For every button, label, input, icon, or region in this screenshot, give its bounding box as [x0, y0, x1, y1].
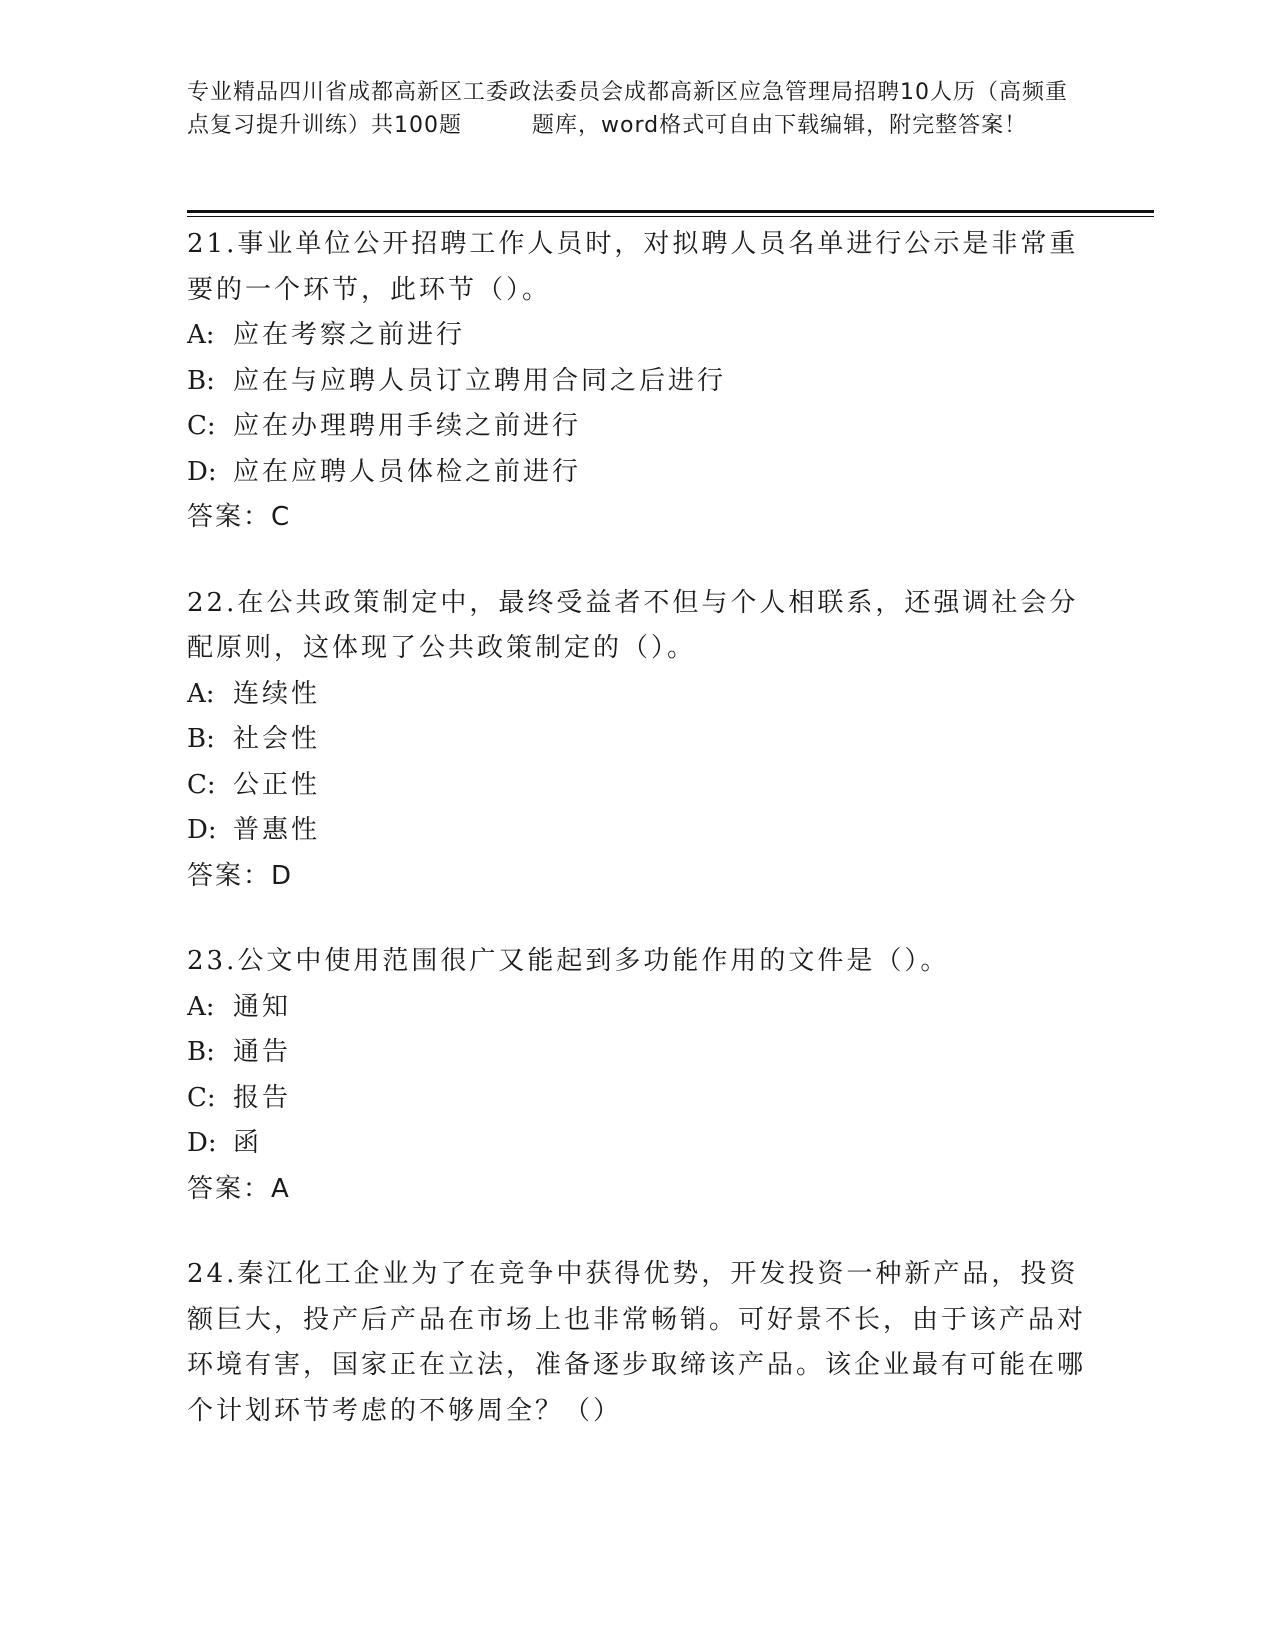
option-b — [187, 717, 1087, 763]
option-key: C: — [187, 411, 216, 441]
question-21 — [187, 222, 1087, 541]
option-text: 函 — [233, 1128, 263, 1158]
answer-line: 答案：C — [187, 502, 292, 532]
option-text: 普惠性 — [233, 815, 321, 845]
question-text: 事业单位公开招聘工作人员时，对拟聘人员名单进行公示是非常重要的一个环节，此环节（）。 — [187, 229, 1079, 305]
option-text: 应在办理聘用手续之前进行 — [233, 411, 582, 441]
question-number: 23. — [187, 946, 238, 976]
question-24 — [187, 1252, 1087, 1434]
option-c — [187, 763, 1087, 809]
option-text: 报告 — [233, 1082, 292, 1113]
option-key: A: — [187, 320, 215, 350]
option-text: 应在与应聘人员订立聘用合同之后进行 — [233, 365, 727, 396]
option-b — [187, 1030, 1087, 1076]
header-divider — [187, 210, 1154, 217]
option-d — [187, 450, 1087, 496]
header-title-part2: 题库，word格式可自由下载编辑，附完整答案！ — [532, 113, 1028, 138]
option-a — [187, 985, 1087, 1031]
question-23 — [187, 939, 1087, 1212]
question-stem — [187, 939, 1087, 985]
answer-line: 答案：A — [187, 1173, 291, 1204]
option-key: D: — [187, 456, 217, 487]
option-text: 通知 — [233, 991, 292, 1022]
question-number: 22. — [187, 587, 238, 618]
option-a — [187, 672, 1087, 718]
question-text: 在公共政策制定中，最终受益者不但与个人相联系，还强调社会分配原则，这体现了公共政策制定的（）。 — [187, 587, 1079, 663]
option-c — [187, 1076, 1087, 1122]
option-d — [187, 808, 1087, 854]
option-key: B: — [187, 724, 215, 754]
option-key: C: — [187, 769, 216, 800]
question-text: 公文中使用范围很广又能起到多功能作用的文件是（）。 — [237, 946, 950, 976]
answer-line: 答案：D — [187, 860, 294, 891]
option-c — [187, 404, 1087, 450]
option-key: B: — [187, 1037, 215, 1067]
option-key: A: — [187, 991, 215, 1022]
option-d — [187, 1121, 1087, 1167]
option-text: 通告 — [233, 1037, 292, 1067]
option-text: 公正性 — [233, 769, 321, 800]
option-key: D: — [187, 1128, 217, 1158]
question-stem — [187, 1252, 1087, 1434]
option-b — [187, 359, 1087, 405]
question-stem — [187, 581, 1087, 672]
option-key: D: — [187, 815, 217, 845]
option-a — [187, 313, 1087, 359]
question-text: 秦江化工企业为了在竞争中获得优势，开发投资一种新产品，投资额巨大，投产后产品在市场上也非常畅销。可好景不长，由于该产品对环境有害，国家正在立法，准备逐步取缔该产品。该企业最有可能在哪个计划环节考虑的不够周全？（） — [187, 1259, 1087, 1426]
option-key: B: — [187, 365, 215, 396]
option-key: C: — [187, 1082, 216, 1113]
question-22 — [187, 581, 1087, 900]
option-text: 社会性 — [233, 724, 321, 754]
question-list — [187, 222, 1087, 1474]
option-text: 连续性 — [233, 678, 321, 709]
option-text: 应在应聘人员体检之前进行 — [233, 456, 582, 487]
option-text: 应在考察之前进行 — [233, 320, 466, 350]
option-key: A: — [187, 678, 215, 709]
document-header — [187, 76, 1077, 142]
question-number: 24. — [187, 1259, 238, 1289]
question-number: 21. — [187, 229, 238, 259]
question-stem — [187, 222, 1087, 313]
header-title-part1: 专业精品四川省成都高新区工委政法委员会成都高新区应急管理局招聘10人历（高频重点复习提升训练）共100题 — [187, 80, 1068, 138]
